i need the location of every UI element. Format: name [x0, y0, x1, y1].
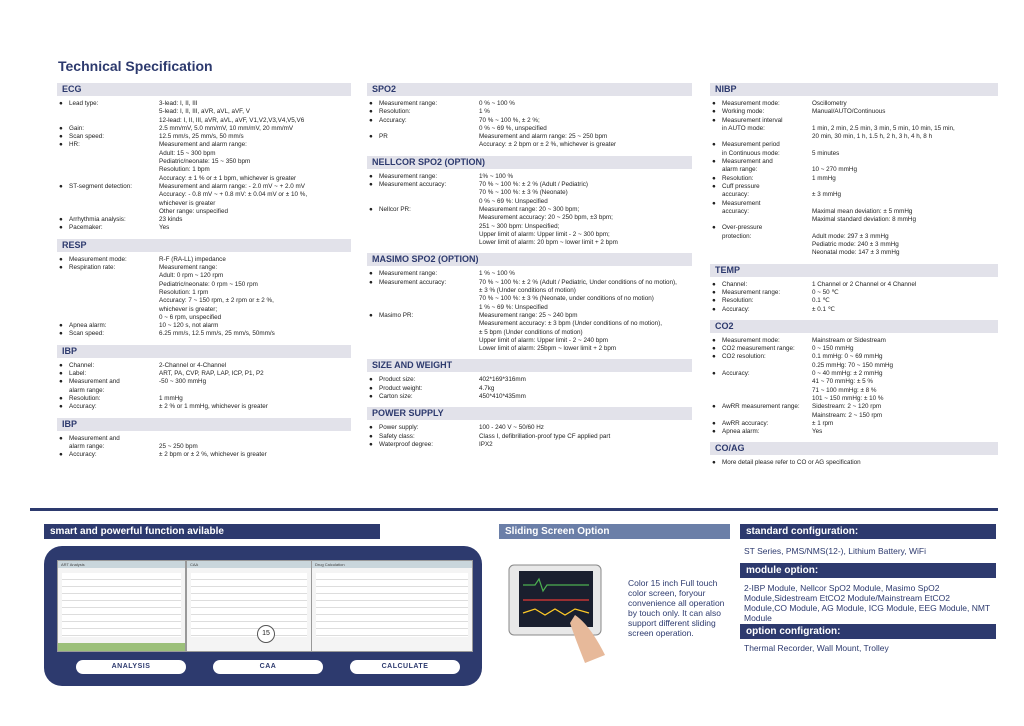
spec-label: Apnea alarm:	[722, 428, 760, 436]
spec-value: 4.7kg	[479, 384, 495, 392]
spec-value: 1 Channel or 2 Channel or 4 Channel	[812, 280, 917, 288]
spec-value: 0.1 ℃	[812, 297, 830, 305]
timer-badge: 15	[257, 625, 275, 643]
spec-label: Accuracy:	[722, 370, 750, 378]
spec-row	[367, 181, 692, 206]
analysis-screenshot	[57, 560, 186, 652]
spec-value: 1 mmHg	[812, 174, 836, 182]
spec-row	[710, 345, 998, 353]
spec-value: 12.5 mm/s, 25 mm/s, 50 mm/s	[159, 133, 244, 141]
spec-row	[57, 330, 351, 338]
spec-value: ± 2 bpm or ± 2 %, whichever is greater	[159, 451, 267, 459]
spec-value: 2-Channel or 4-Channel	[159, 361, 227, 369]
spec-value: 1% ~ 100 %	[479, 172, 514, 180]
bullet-icon: ●	[369, 100, 373, 107]
analysis-table-graphic	[62, 573, 181, 637]
spec-row	[710, 353, 998, 370]
spec-row	[367, 206, 692, 247]
spec-label: Masimo PR:	[379, 311, 414, 319]
bullet-icon: ●	[369, 108, 373, 116]
spec-row	[367, 173, 692, 181]
spec-row	[710, 420, 998, 428]
spec-value: 3-lead: I, II, III 5-lead: I, II, III, aVR, aVL, aVF, V 12-lead: I, II, III, aVR, aVL, aVF, V1,V2,V3,V4,V5,V6	[159, 100, 305, 124]
spec-value: 0.1 mmHg: 0 ~ 69 mmHg 0.25 mmHg: 70 ~ 150 mmHg	[812, 353, 894, 369]
spec-value: 10 ~ 120 s, not alarm	[159, 322, 219, 330]
caa-label: CAA	[213, 660, 323, 674]
spec-value: Maximal mean deviation: ± 5 mmHg Maximal standard deviation: 8 mmHg	[812, 207, 916, 224]
spec-label: Gain:	[69, 124, 85, 132]
spec-row	[367, 279, 692, 312]
spec-label: Over-pressure protection:	[722, 224, 763, 240]
section-heading: POWER SUPPLY	[367, 407, 692, 420]
spec-row	[367, 100, 692, 108]
spec-label: Channel:	[722, 280, 748, 288]
spec-value: ± 0.1 ℃	[812, 305, 835, 313]
spec-value: 5 minutes	[812, 149, 840, 157]
caa-screenshot	[186, 560, 312, 652]
spec-row	[710, 428, 998, 436]
spec-value: 402*169*316mm	[479, 376, 526, 384]
bullet-icon: ●	[59, 394, 63, 402]
bullet-icon: ●	[712, 336, 716, 344]
spec-row	[367, 117, 692, 134]
spec-label: Cuff pressure accuracy:	[722, 182, 760, 199]
spec-label: Product size:	[379, 376, 416, 384]
bullet-icon: ●	[369, 133, 373, 141]
spec-label: Measurement mode:	[722, 336, 780, 344]
module-option-banner: module option:	[740, 563, 996, 578]
spec-label: Product weight:	[379, 384, 423, 392]
spec-value: 1 mmHg	[159, 394, 183, 402]
spec-column-middle	[367, 83, 692, 455]
spec-label: Measurement accuracy:	[379, 181, 447, 189]
spec-label: Measurement mode:	[69, 255, 127, 263]
spec-label: Accuracy:	[69, 451, 97, 459]
module-option-text: 2-IBP Module, Nellcor SpO2 Module, Masimo SpO2 Module,Sidestream EtCO2 Module/Mainstream EtCO2 Module,CO Module, AG Module, ICG Module, EEG Module, NMT Module	[744, 583, 990, 623]
spec-value: 25 ~ 250 bpm	[159, 442, 198, 450]
bullet-icon: ●	[712, 280, 716, 288]
bullet-icon: ●	[712, 158, 716, 166]
spec-label: Waterproof degree:	[379, 440, 434, 448]
spec-label: Measurement mode:	[722, 100, 780, 107]
bullet-icon: ●	[712, 288, 716, 296]
section-heading: MASIMO SPO2 (OPTION)	[367, 253, 692, 266]
spec-value: 0 ~ 150 mmHg	[812, 345, 854, 353]
bullet-icon: ●	[59, 255, 63, 263]
bullet-icon: ●	[712, 305, 716, 313]
bullet-icon: ●	[712, 174, 716, 182]
spec-row	[57, 378, 351, 395]
spec-value: ± 1 rpm	[812, 419, 834, 427]
spec-label: Measurement and alarm range:	[722, 158, 773, 174]
bullet-icon: ●	[369, 172, 373, 180]
section-heading: SIZE AND WEIGHT	[367, 359, 692, 372]
spec-row	[57, 403, 351, 411]
bullet-icon: ●	[59, 216, 63, 224]
section-heading: NIBP	[710, 83, 998, 96]
spec-row	[57, 395, 351, 403]
spec-label: Measurement range:	[379, 172, 438, 180]
spec-row	[57, 141, 351, 182]
spec-row	[57, 451, 351, 459]
spec-row	[710, 158, 998, 175]
bullet-icon: ●	[59, 133, 63, 141]
spec-value: 10 ~ 270 mmHg	[812, 166, 857, 174]
calculate-form-graphic	[316, 573, 468, 637]
spec-value: Measurement and alarm range: 25 ~ 250 bpm Accuracy: ± 2 bpm or ± 2 %, whichever is greater	[479, 133, 617, 149]
spec-value: Mainstream or Sidestream	[812, 336, 886, 344]
spec-row	[57, 370, 351, 378]
spec-value: 6.25 mm/s, 12.5 mm/s, 25 mm/s, 50mm/s	[159, 330, 275, 338]
spec-row	[710, 100, 998, 108]
spec-value: IPX2	[479, 440, 493, 448]
spec-value: ± 3 mmHg	[812, 191, 841, 199]
bullet-icon: ●	[59, 451, 63, 459]
calculate-label: CALCULATE	[350, 660, 460, 674]
spec-row	[367, 433, 692, 441]
spec-row	[710, 117, 998, 142]
spec-label: Measurement accuracy:	[379, 278, 447, 286]
spec-label: CO2 resolution:	[722, 353, 766, 361]
bullet-icon: ●	[369, 181, 373, 189]
bullet-icon: ●	[712, 428, 716, 436]
spec-label: ST-segment detection:	[69, 182, 133, 190]
spec-value: Oscillometry	[812, 100, 847, 107]
spec-row	[710, 403, 998, 420]
spec-row	[57, 216, 351, 224]
spec-label: Scan speed:	[69, 330, 105, 338]
bullet-icon: ●	[369, 384, 373, 392]
spec-row	[367, 312, 692, 353]
divider-rule	[30, 508, 998, 511]
spec-label: More detail please refer to CO or AG specification	[722, 459, 861, 467]
spec-row	[367, 133, 692, 150]
spec-row	[710, 297, 998, 305]
bullet-icon: ●	[712, 224, 716, 232]
spec-value: 0 ~ 50 ℃	[812, 288, 839, 296]
bullet-icon: ●	[712, 370, 716, 378]
spec-row	[367, 385, 692, 393]
spec-value: -50 ~ 300 mmHg	[159, 378, 207, 386]
spec-row	[57, 256, 351, 264]
spec-label: Resolution:	[379, 108, 411, 116]
spec-label: AwRR measurement range:	[722, 403, 800, 411]
spec-row	[710, 224, 998, 257]
bullet-icon: ●	[59, 322, 63, 330]
spec-label: Measurement range:	[722, 288, 781, 296]
bullet-icon: ●	[59, 224, 63, 232]
spec-row	[710, 141, 998, 158]
spec-row	[57, 100, 351, 125]
bullet-icon: ●	[712, 182, 716, 190]
spec-value: 23 kinds	[159, 216, 183, 224]
spec-label: Working mode:	[722, 108, 765, 116]
spec-label: Resolution:	[69, 394, 101, 402]
bullet-icon: ●	[59, 141, 63, 149]
spec-row	[57, 125, 351, 133]
spec-label: Measurement period in Continuous mode:	[722, 141, 780, 157]
spec-label: Measurement range:	[379, 270, 438, 278]
spec-label: CO2 measurement range:	[722, 345, 795, 353]
spec-label: HR:	[69, 141, 80, 149]
option-config-banner: option configration:	[740, 624, 996, 639]
spec-row	[367, 376, 692, 384]
spec-label: Measurement interval in AUTO mode:	[722, 116, 783, 132]
bullet-icon: ●	[59, 370, 63, 378]
spec-label: Safety class:	[379, 432, 415, 440]
bullet-icon: ●	[712, 199, 716, 207]
calculate-screenshot	[311, 560, 473, 652]
spec-value: Class I, defibrillation-proof type CF applied part	[479, 432, 611, 440]
section-heading: SPO2	[367, 83, 692, 96]
bullet-icon: ●	[369, 440, 373, 448]
spec-value: Measurement range: 25 ~ 240 bpm Measurement accuracy: ± 3 bpm (Under conditions of no motion), ± 5 bpm (Under conditions of motion) Upper limit of alarm: Upper limit - 2 ~ 240 bpm Lower limit of alarm: 25bpm ~ lower limit + 2 bpm	[479, 311, 663, 353]
analysis-label: ANALYSIS	[76, 660, 186, 674]
bullet-icon: ●	[59, 403, 63, 411]
caa-list-graphic	[191, 573, 307, 637]
spec-value: ± 2 % or 1 mmHg, whichever is greater	[159, 403, 268, 411]
section-heading: TEMP	[710, 264, 998, 277]
analysis-footer-bar	[58, 643, 185, 651]
bullet-icon: ●	[59, 378, 63, 386]
spec-value: Manual/AUTO/Continuous	[812, 108, 886, 116]
spec-value: 1 min, 2 min, 2.5 min, 3 min, 5 min, 10 min, 15 min, 20 min, 30 min, 1 h, 1.5 h, 2 h, 3 h, 4 h, 8 h	[812, 124, 955, 141]
spec-label: Resolution:	[722, 297, 754, 305]
spec-row	[367, 108, 692, 116]
spec-value: 1 % ~ 100 %	[479, 270, 515, 278]
spec-row	[710, 459, 998, 467]
spec-label: Measurement and alarm range:	[69, 434, 120, 450]
spec-row	[57, 264, 351, 322]
spec-label: Lead type:	[69, 100, 99, 107]
bullet-icon: ●	[712, 403, 716, 411]
caa-screenshot-title: CAA	[187, 561, 311, 568]
spec-row	[57, 322, 351, 330]
analysis-screenshot-title: ART Analysis	[58, 561, 185, 568]
bullet-icon: ●	[712, 108, 716, 116]
spec-label: Accuracy:	[69, 403, 97, 411]
spec-value	[861, 459, 998, 467]
bullet-icon: ●	[712, 419, 716, 427]
spec-label: Channel:	[69, 361, 95, 369]
spec-label: PR	[379, 133, 388, 141]
function-banner: smart and powerful function avilable	[44, 524, 380, 539]
bullet-icon: ●	[712, 116, 716, 124]
bullet-icon: ●	[712, 353, 716, 361]
spec-value: 450*410*435mm	[479, 393, 526, 401]
bullet-icon: ●	[712, 100, 716, 107]
bullet-icon: ●	[712, 141, 716, 149]
section-heading: IBP	[57, 345, 351, 358]
spec-row	[710, 175, 998, 183]
spec-row	[710, 183, 998, 200]
bullet-icon: ●	[59, 330, 63, 338]
spec-column-right	[710, 83, 998, 474]
bullet-icon: ●	[369, 270, 373, 278]
monitor-illustration	[505, 545, 625, 665]
spec-row	[367, 424, 692, 432]
spec-value: ART, PA, CVP, RAP, LAP, ICP, P1, P2	[159, 370, 264, 378]
spec-value: 70 % ~ 100 %: ± 2 % (Adult / Pediatric) 70 % ~ 100 %: ± 3 % (Neonate) 0 % ~ 69 %: Unspecified	[479, 181, 588, 205]
bullet-icon: ●	[59, 434, 63, 442]
bullet-icon: ●	[369, 376, 373, 384]
spec-row	[367, 441, 692, 449]
bullet-icon: ●	[59, 361, 63, 369]
spec-row	[710, 289, 998, 297]
spec-column-left	[57, 83, 351, 465]
spec-label: Measurement range:	[379, 100, 438, 107]
spec-row	[710, 281, 998, 289]
spec-label: Pacemaker:	[69, 224, 103, 232]
section-heading: RESP	[57, 239, 351, 252]
bullet-icon: ●	[369, 432, 373, 440]
spec-value: 0 ~ 40 mmHg: ± 2 mmHg 41 ~ 70 mmHg: ± 5 % 71 ~ 100 mmHg: ± 8 % 101 ~ 150 mmHg: ± 10 %	[812, 370, 884, 402]
spec-value: 1 %	[479, 108, 490, 116]
section-heading: IBP	[57, 418, 351, 431]
spec-label: Accuracy:	[379, 116, 407, 124]
page-title: Technical Specification	[58, 58, 213, 74]
section-heading: CO2	[710, 320, 998, 333]
spec-value: 0 % ~ 100 %	[479, 100, 515, 107]
spec-label: Scan speed:	[69, 133, 105, 141]
spec-value: 70 % ~ 100 %, ± 2 %; 0 % ~ 69 %, unspecified	[479, 116, 547, 132]
spec-value: 2.5 mm/mV, 5.0 mm/mV, 10 mm/mV, 20 mm/mV	[159, 124, 294, 132]
bullet-icon: ●	[369, 393, 373, 401]
spec-label: Measurement accuracy:	[722, 199, 761, 215]
spec-value: Measurement and alarm range: Adult: 15 ~ 300 bpm Pediatric/neonate: 15 ~ 350 bpm Resolution: 1 bpm Accuracy: ± 1 % or ± 1 bpm, whichever is greater	[159, 141, 297, 182]
sliding-banner: Sliding Screen Option	[499, 524, 730, 539]
bullet-icon: ●	[712, 459, 716, 467]
section-heading: NELLCOR SPO2 (OPTION)	[367, 156, 692, 169]
spec-row	[57, 435, 351, 452]
bullet-icon: ●	[369, 278, 373, 286]
spec-value: R-F (RA-LL) impedance	[159, 255, 226, 263]
section-heading: CO/AG	[710, 442, 998, 455]
bullet-icon: ●	[369, 116, 373, 124]
standard-config-text: ST Series, PMS/NMS(12-), Lithium Battery, WiFi	[744, 546, 926, 556]
bullet-icon: ●	[59, 124, 63, 132]
spec-value: 100 - 240 V ~ 50/60 Hz	[479, 424, 544, 432]
spec-label: AwRR accuracy:	[722, 419, 769, 427]
bullet-icon: ●	[59, 182, 63, 190]
bullet-icon: ●	[59, 264, 63, 272]
spec-row	[57, 183, 351, 216]
calculate-screenshot-title: Drug Calculation	[312, 561, 472, 568]
bullet-icon: ●	[369, 311, 373, 319]
spec-value: Measurement and alarm range: - 2.0 mV ~ + 2.0 mV Accuracy: - 0.8 mV ~ + 0.8 mV: ± 0.04 mV or ± 10 %, whichever is greater Other range: unspecified	[159, 182, 308, 215]
spec-row	[367, 393, 692, 401]
spec-label: Arrhythmia analysis:	[69, 216, 126, 224]
spec-value: Measurement range: Adult: 0 rpm ~ 120 rpm Pediatric/neonate: 0 rpm ~ 150 rpm Resolution: 1 rpm Accuracy: 7 ~ 150 rpm, ± 2 rpm or ± 2 %, whichever is greater; 0 ~ 6 rpm, unspecified	[159, 264, 274, 321]
spec-label: Power supply:	[379, 424, 419, 432]
bullet-icon: ●	[369, 424, 373, 432]
spec-row	[710, 200, 998, 225]
spec-value: Measurement range: 20 ~ 300 bpm; Measurement accuracy: 20 ~ 250 bpm, ±3 bpm; 251 ~ 300 bpm: Unspecified; Upper limit of alarm: Upper limit - 2 ~ 300 bpm; Lower limit of alarm: 20 bpm ~ lower limit + 2 bpm	[479, 205, 618, 247]
section-heading: ECG	[57, 83, 351, 96]
spec-value: Adult mode: 297 ± 3 mmHg Pediatric mode: 240 ± 3 mmHg Neonatal mode: 147 ± 3 mmHg	[812, 232, 900, 257]
spec-row	[57, 133, 351, 141]
spec-row	[710, 108, 998, 116]
spec-row	[710, 337, 998, 345]
spec-row	[710, 370, 998, 403]
spec-value: 70 % ~ 100 %: ± 2 % (Adult / Pediatric, Under conditions of no motion), ± 3 % (Under conditions of motion) 70 % ~ 100 %: ± 3 % (Neonate, under conditions of no motion) 1 % ~ 69 %: Unspecified	[479, 278, 677, 311]
spec-label: Apnea alarm:	[69, 322, 107, 330]
bullet-icon: ●	[712, 297, 716, 305]
spec-label: Respiration rate:	[69, 264, 116, 272]
spec-value: Yes	[159, 224, 170, 232]
spec-row	[367, 270, 692, 278]
spec-label: Measurement and alarm range:	[69, 378, 120, 394]
spec-value: Sidestream: 2 ~ 120 rpm Mainstream: 2 ~ 150 rpm	[812, 403, 883, 419]
bullet-icon: ●	[712, 345, 716, 353]
spec-label: Resolution:	[722, 174, 754, 182]
bullet-icon: ●	[369, 205, 373, 213]
spec-row	[710, 306, 998, 314]
option-config-text: Thermal Recorder, Wall Mount, Trolley	[744, 643, 889, 653]
bullet-icon: ●	[59, 100, 63, 107]
spec-label: Nellcor PR:	[379, 205, 411, 213]
spec-label: Accuracy:	[722, 305, 750, 313]
spec-label: Label:	[69, 370, 87, 378]
spec-value: Yes	[812, 428, 823, 436]
spec-label: Carton size:	[379, 393, 413, 401]
sliding-description: Color 15 inch Full touch color screen, foryour convenience all operation by touch only. It can also support different sliding screen operation.	[628, 578, 725, 638]
spec-row	[57, 362, 351, 370]
standard-config-banner: standard configuration:	[740, 524, 996, 539]
spec-row	[57, 224, 351, 232]
